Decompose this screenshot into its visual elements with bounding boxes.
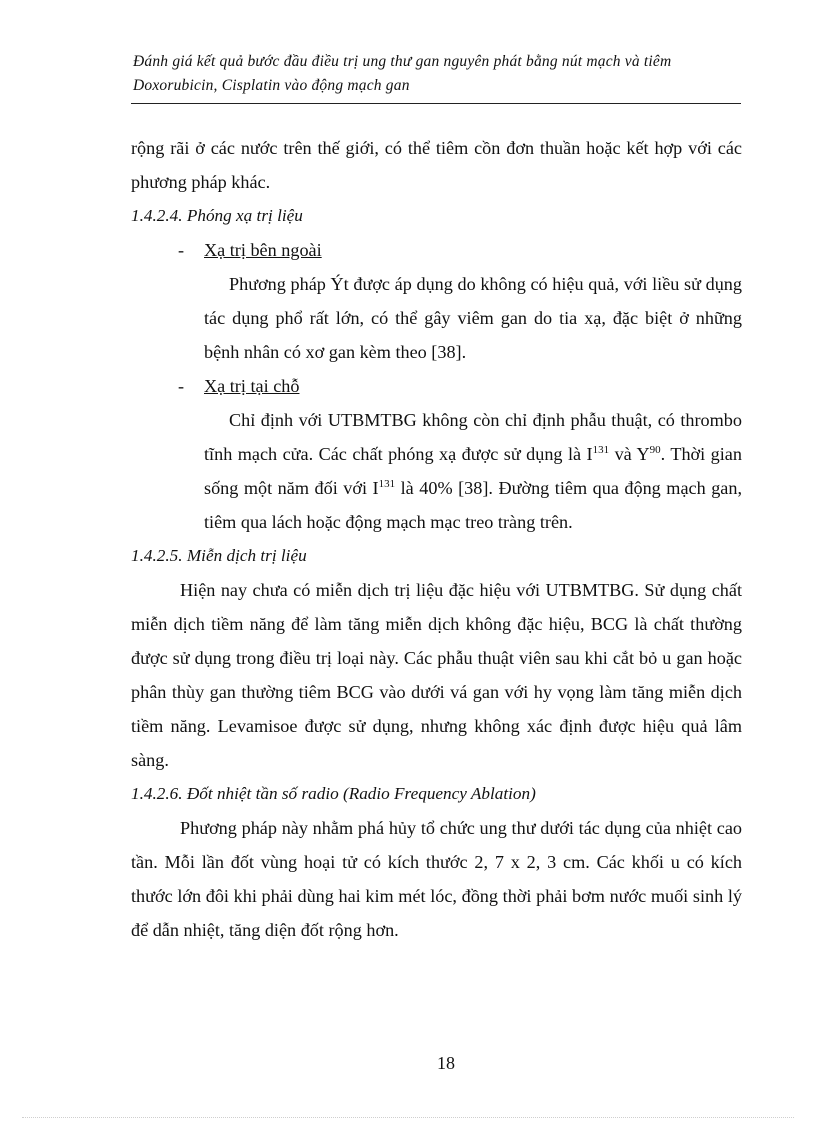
- section-heading-1-4-2-5: 1.4.2.5. Miễn dịch trị liệu: [131, 546, 307, 565]
- list-item-label: Xạ trị bên ngoài: [204, 240, 322, 260]
- text-segment: là 40% [38]. Đường tiêm qua động mạch gan, tiêm qua lách hoặc động mạch mạc treo tràng trên.: [204, 478, 743, 532]
- list-bullet: -: [178, 376, 185, 396]
- local-radiotherapy-paragraph: [204, 403, 742, 539]
- header-title-line-1: Đánh giá kết quả bước đầu điều trị ung thư gan nguyên phát bằng nút mạch và tiêm: [133, 53, 672, 70]
- superscript-isotope-number: 131: [378, 478, 396, 490]
- superscript-isotope-number: 90: [649, 444, 661, 456]
- header-divider: [131, 103, 741, 104]
- running-header: [133, 50, 741, 98]
- external-radiotherapy-paragraph: Phương pháp Ýt được áp dụng do không có hiệu quả, với liều sử dụng tác dụng phổ rất lớn, có thể gây viêm gan do tia xạ, đặc biệt ở những bệnh nhân có xơ gan kèm theo [38].: [204, 274, 742, 362]
- text-segment: và Y: [609, 444, 650, 464]
- page-content: [131, 131, 742, 947]
- immunotherapy-paragraph: Hiện nay chưa có miễn dịch trị liệu đặc hiệu với UTBMTBG. Sử dụng chất miễn dịch tiềm năng để làm tăng miễn dịch không đặc hiệu, BCG là chất thường được sử dụng trong điều trị loại này. Các phẫu thuật viên sau khi cắt bỏ u gan hoặc phân thùy gan thường tiêm BCG vào dưới vá gan với hy vọng làm tăng miễn dịch tiềm năng. Levamisoe được sử dụng, nhưng không xác định được hiệu quả lâm sàng.: [131, 580, 742, 770]
- continuation-paragraph: rộng rãi ở các nước trên thế giới, có thể tiêm cồn đơn thuần hoặc kết hợp với các phương pháp khác.: [131, 138, 742, 192]
- local-radiotherapy-text-block: [131, 403, 742, 539]
- superscript-isotope-number: 131: [592, 444, 610, 456]
- section-heading-1-4-2-6: 1.4.2.6. Đốt nhiệt tần số radio (Radio Frequency Ablation): [131, 784, 536, 803]
- list-item-local-radiotherapy: [131, 369, 742, 403]
- page-number: 18: [437, 1053, 455, 1073]
- radio-frequency-ablation-paragraph: Phương pháp này nhằm phá hủy tổ chức ung thư dưới tác dụng của nhiệt cao tần. Mỗi lần đốt vùng hoại tử có kích thước 2, 7 x 2, 3 cm. Các khối u có kích thước lớn đôi khi phải dùng hai kim mét lóc, đồng thời phải bơm nước muối sinh lý để dẫn nhiệt, tăng diện đốt rộng hơn.: [131, 818, 742, 940]
- text-segment: Chỉ định với UTBMTBG không còn chỉ định phẫu thuật, có thrombo tĩnh mạch cửa. Các chất phóng xạ được sử dụng là I: [204, 410, 742, 464]
- external-radiotherapy-text-block: [131, 267, 742, 369]
- text-segment: . Thời gian sống một năm đối với I: [204, 444, 742, 498]
- section-heading-1-4-2-4: 1.4.2.4. Phóng xạ trị liệu: [131, 206, 303, 225]
- header-title-line-2: Doxorubicin, Cisplatin vào động mạch gan: [133, 77, 410, 94]
- page-bottom-edge: [22, 1117, 794, 1118]
- list-item-label: Xạ trị tại chỗ: [204, 376, 300, 396]
- list-bullet: -: [178, 240, 185, 260]
- list-item-external-radiotherapy: [131, 233, 742, 267]
